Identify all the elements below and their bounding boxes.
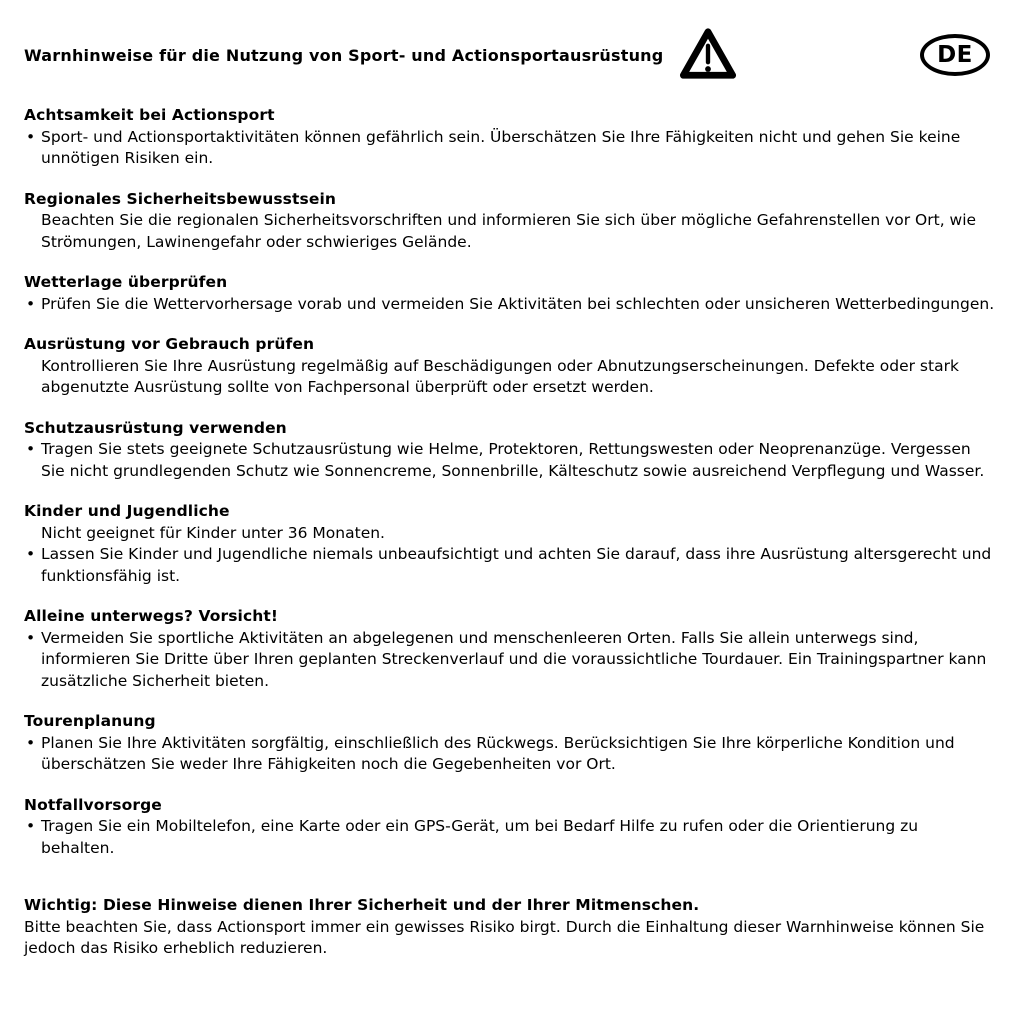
section-heading: Ausrüstung vor Gebrauch prüfen <box>24 335 315 353</box>
bullet-marker: • <box>26 440 36 458</box>
section-heading: Kinder und Jugendliche <box>24 502 230 520</box>
item-text: Prüfen Sie die Wettervorhersage vorab und vermeiden Sie Aktivitäten bei schlechten oder unsicheren Wetterbedingungen. <box>41 294 995 313</box>
bullet-item <box>24 544 996 587</box>
language-badge: DE <box>920 34 990 76</box>
item-text: Beachten Sie die regionalen Sicherheitsvorschriften und informieren Sie sich über mögliche Gefahrenstellen vor Ort, wie Strömungen, Lawinengefahr oder schwieriges Gelände. <box>41 211 977 251</box>
section-heading: Notfallvorsorge <box>24 795 162 814</box>
page-title: Warnhinweise für die Nutzung von Sport- und Actionsportausrüstung <box>24 45 664 65</box>
section <box>24 189 996 254</box>
bullet-item <box>24 733 996 776</box>
bullet-marker: • <box>26 127 36 146</box>
bullet-item <box>24 127 996 170</box>
item-text: Nicht geeignet für Kinder unter 36 Monaten. <box>41 523 385 542</box>
section <box>24 105 996 170</box>
item-text: Tragen Sie stets geeignete Schutzausrüstung wie Helme, Protektoren, Rettungswesten oder Neoprenanzüge. Vergessen Sie nicht grundlegenden Schutz wie Sonnencreme, Sonnenbrille, Kälteschutz sowie ausreichend Verpflegung und Wasser. <box>41 440 985 480</box>
section-heading: Schutzausrüstung verwenden <box>24 418 287 437</box>
item-text: Planen Sie Ihre Aktivitäten sorgfältig, einschließlich des Rückwegs. Berücksichtigen Sie Ihre körperliche Kondition und überschätzen Sie weder Ihre Fähigkeiten noch die Gegebenheiten vor Ort. <box>41 733 955 773</box>
plain-item <box>24 210 996 253</box>
section <box>24 795 996 860</box>
section-heading: Achtsamkeit bei Actionsport <box>24 106 275 124</box>
bullet-item <box>24 628 996 693</box>
indent-spacer <box>24 210 41 253</box>
bullet-marker: • <box>26 545 36 563</box>
section <box>24 606 996 692</box>
section <box>24 501 996 587</box>
section-heading: Regionales Sicherheitsbewusstsein <box>24 189 337 208</box>
section <box>24 418 996 483</box>
indent-spacer <box>24 523 41 545</box>
section-heading: Tourenplanung <box>24 712 156 730</box>
section <box>24 272 996 315</box>
section <box>24 334 996 399</box>
warning-triangle-icon <box>679 26 737 84</box>
footer-important-line: Wichtig: Diese Hinweise dienen Ihrer Sicherheit und der Ihrer Mitmenschen. <box>24 896 700 914</box>
plain-item <box>24 523 996 545</box>
item-text: Tragen Sie ein Mobiltelefon, eine Karte oder ein GPS-Gerät, um bei Bedarf Hilfe zu rufen oder die Orientierung zu behalten. <box>41 817 919 857</box>
item-text: Sport- und Actionsportaktivitäten können gefährlich sein. Überschätzen Sie Ihre Fähigkeiten nicht und gehen Sie keine unnötigen Risiken ein. <box>41 127 961 167</box>
bullet-item <box>24 439 996 482</box>
bullet-item <box>24 294 996 316</box>
section <box>24 711 996 776</box>
section-heading: Alleine unterwegs? Vorsicht! <box>24 607 279 625</box>
indent-spacer <box>24 356 41 399</box>
item-text: Kontrollieren Sie Ihre Ausrüstung regelmäßig auf Beschädigungen oder Abnutzungserscheinungen. Defekte oder stark abgenutzte Ausrüstung sollte von Fachpersonal überprüft oder ersetzt werden. <box>41 356 959 396</box>
plain-item <box>24 356 996 399</box>
bullet-item <box>24 816 996 859</box>
document-header <box>24 0 996 84</box>
section-heading: Wetterlage überprüfen <box>24 273 228 291</box>
sections-container <box>24 105 996 859</box>
bullet-marker: • <box>26 733 36 752</box>
item-text: Lassen Sie Kinder und Jugendliche niemals unbeaufsichtigt und achten Sie darauf, dass ihre Ausrüstung altersgerecht und funktionsfähig ist. <box>41 545 992 585</box>
item-text: Vermeiden Sie sportliche Aktivitäten an abgelegenen und menschenleeren Orten. Falls Sie allein unterwegs sind, informieren Sie Dritte über Ihren geplanten Streckenverlauf und die voraussichtliche Tourdauer. Ein Trainingspartner kann zusätzliche Sicherheit bieten. <box>41 628 987 690</box>
footer-text: Bitte beachten Sie, dass Actionsport immer ein gewisses Risiko birgt. Durch die Einhaltung dieser Warnhinweise können Sie jedoch das Risiko erheblich reduzieren. <box>24 917 985 957</box>
bullet-marker: • <box>26 817 36 835</box>
bullet-marker: • <box>26 294 36 313</box>
bullet-marker: • <box>26 628 36 647</box>
document-footer <box>24 895 996 960</box>
